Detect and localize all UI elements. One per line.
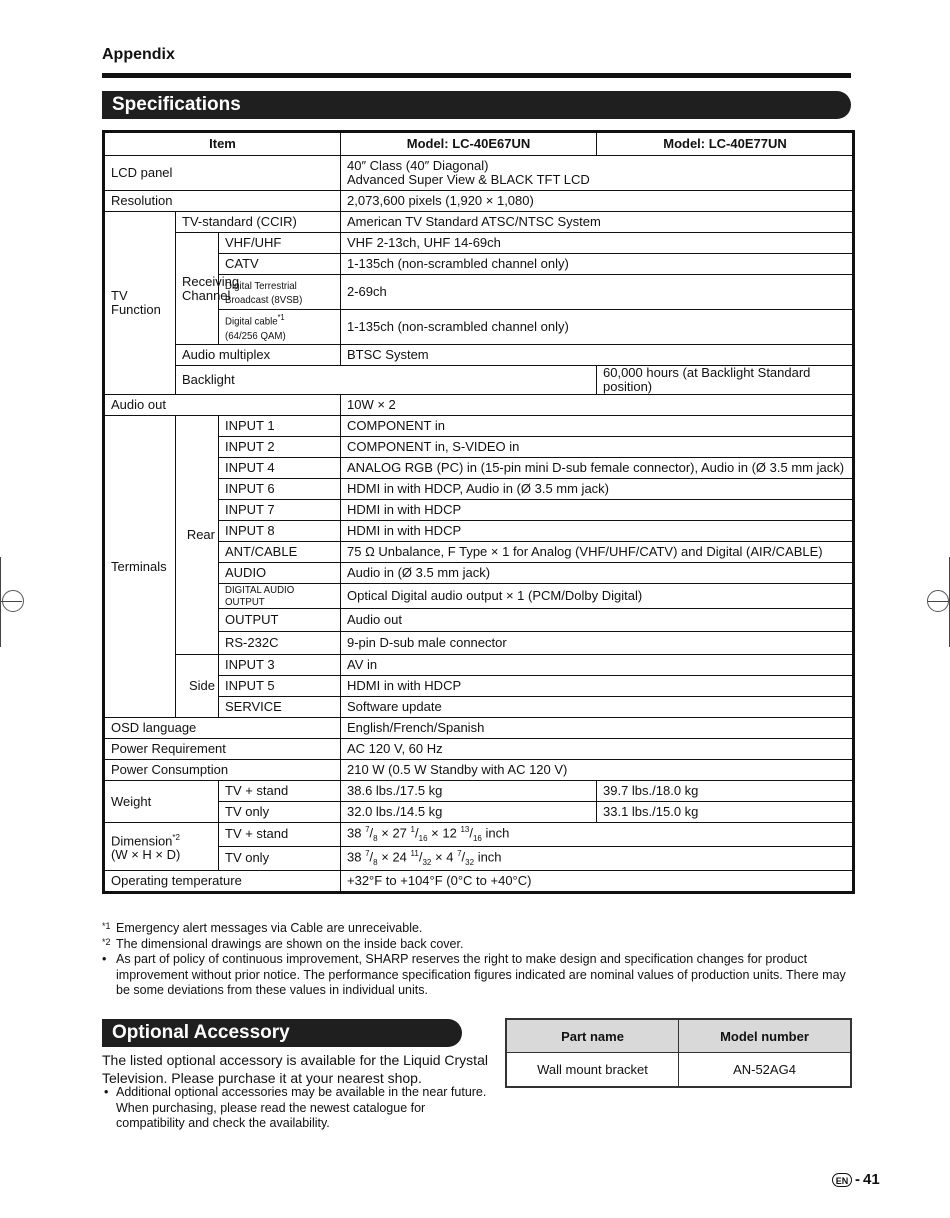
accessory-table <box>505 1018 852 1088</box>
row-value: 2-69ch <box>341 275 854 310</box>
table-row <box>104 870 854 892</box>
row-value: 1-135ch (non-scrambled channel only) <box>341 254 854 275</box>
table-row <box>506 1053 851 1088</box>
row-label: TV only <box>219 846 341 870</box>
row-value: ANALOG RGB (PC) in (15-pin mini D-sub female connector), Audio in (Ø 3.5 mm jack) <box>341 458 854 479</box>
table-row <box>104 366 854 395</box>
row-value: 75 Ω Unbalance, F Type × 1 for Analog (VHF/UHF/CATV) and Digital (AIR/CABLE) <box>341 542 854 563</box>
rear-label: Rear <box>176 416 219 655</box>
weight-label: Weight <box>104 781 219 823</box>
bullet-icon: • <box>104 1085 109 1099</box>
row-label: Power Requirement <box>104 739 341 760</box>
row-value: 10W × 2 <box>341 395 854 416</box>
row-value: HDMI in with HDCP <box>341 676 854 697</box>
column-header-model-number: Model number <box>679 1019 852 1053</box>
tv-function-label: TV Function <box>104 212 176 395</box>
row-value: COMPONENT in, S-VIDEO in <box>341 437 854 458</box>
row-label: INPUT 7 <box>219 500 341 521</box>
row-value: Software update <box>341 697 854 718</box>
header-rule <box>102 73 851 78</box>
footnotes <box>102 921 862 999</box>
row-label: CATV <box>219 254 341 275</box>
accessory-intro: The listed optional accessory is available for the Liquid Crystal Television. Please purchase it at your nearest shop. <box>102 1052 488 1086</box>
crop-mark <box>0 557 1 647</box>
row-label: OSD language <box>104 718 341 739</box>
specifications-title: Specifications <box>112 94 241 115</box>
row-value: American TV Standard ATSC/NTSC System <box>341 212 854 233</box>
row-label: INPUT 8 <box>219 521 341 542</box>
part-name-cell: Wall mount bracket <box>506 1053 679 1088</box>
row-value-model2: 39.7 lbs./18.0 kg <box>597 781 854 802</box>
page-number-separator: - <box>855 1171 860 1188</box>
row-label: Digital cable$^{*1}$ (64/256 QAM) <box>219 310 341 345</box>
column-header-part-name: Part name <box>506 1019 679 1053</box>
row-label: SERVICE <box>219 697 341 718</box>
row-value: COMPONENT in <box>341 416 854 437</box>
row-value: HDMI in with HDCP <box>341 500 854 521</box>
row-value: Audio out <box>341 609 854 632</box>
row-label: Digital Terrestrial Broadcast (8VSB) <box>219 275 341 310</box>
row-label: Audio multiplex <box>176 345 341 366</box>
row-value: 1-135ch (non-scrambled channel only) <box>341 310 854 345</box>
table-header-row <box>104 132 854 156</box>
row-label: ANT/CABLE <box>219 542 341 563</box>
table-row <box>104 655 854 676</box>
terminals-label: Terminals <box>104 416 176 718</box>
accessory-note: • Additional optional accessories may be available in the near future. When purchasing, please read the newest catalogue for compatibility and check the availability. <box>104 1085 487 1130</box>
table-row <box>104 191 854 212</box>
row-label: Backlight <box>176 366 597 395</box>
row-value: 40″ Class (40″ Diagonal) Advanced Super View & BLACK TFT LCD <box>341 156 854 191</box>
table-row <box>104 739 854 760</box>
row-value: BTSC System <box>341 345 854 366</box>
section-label: Appendix <box>102 46 175 63</box>
row-value: 60,000 hours (at Backlight Standard position) <box>597 366 854 395</box>
row-label: INPUT 5 <box>219 676 341 697</box>
dimension-label: Dimension$^{*2}$ (W × H × D) <box>104 823 219 871</box>
specifications-banner <box>102 91 851 119</box>
row-label: Audio out <box>104 395 341 416</box>
row-value-model1: 38.6 lbs./17.5 kg <box>341 781 597 802</box>
row-label: INPUT 3 <box>219 655 341 676</box>
row-label: INPUT 1 <box>219 416 341 437</box>
column-header-item: Item <box>104 132 341 156</box>
column-header-model2: Model: LC-40E77UN <box>597 132 854 156</box>
row-value: 9-pin D-sub male connector <box>341 632 854 655</box>
row-value: 38 $^7/_8 \times 24$ $^{11}/_{32} \times 4$ $^7/_{32}$ inch <box>341 846 854 870</box>
optional-accessory-banner <box>102 1019 462 1047</box>
row-value: AV in <box>341 655 854 676</box>
footnote-2: *2 The dimensional drawings are shown on the inside back cover. <box>102 936 464 951</box>
row-label: TV + stand <box>219 781 341 802</box>
table-row <box>104 781 854 802</box>
row-label: TV only <box>219 802 341 823</box>
receiving-channel-label: Receiving Channel <box>176 233 219 345</box>
row-value: HDMI in with HDCP, Audio in (Ø 3.5 mm jack) <box>341 479 854 500</box>
column-header-model1: Model: LC-40E67UN <box>341 132 597 156</box>
row-label: OUTPUT <box>219 609 341 632</box>
registration-mark <box>2 590 24 612</box>
footnote-policy: • As part of policy of continuous improvement, SHARP reserves the right to make design and specification changes for product improvement without prior notice. The performance specification figures indicated are nominal values of production units. There may be some deviations from these values in individual units. <box>102 952 846 997</box>
row-label: RS-232C <box>219 632 341 655</box>
row-value: AC 120 V, 60 Hz <box>341 739 854 760</box>
table-row <box>104 233 854 254</box>
side-label: Side <box>176 655 219 718</box>
language-badge-icon: EN <box>832 1173 852 1187</box>
table-row <box>104 416 854 437</box>
row-label: TV-standard (CCIR) <box>176 212 341 233</box>
row-value: 210 W (0.5 W Standby with AC 120 V) <box>341 760 854 781</box>
row-label: TV + stand <box>219 823 341 847</box>
row-value: 2,073,600 pixels (1,920 × 1,080) <box>341 191 854 212</box>
table-row <box>104 823 854 847</box>
row-label: Resolution <box>104 191 341 212</box>
row-label: Power Consumption <box>104 760 341 781</box>
row-label: INPUT 6 <box>219 479 341 500</box>
row-value: 38 $^7/_8 \times 27$ $^1/_{16} \times 12$ $^{13}/_{16}$ inch <box>341 823 854 847</box>
table-row <box>104 718 854 739</box>
optional-accessory-title: Optional Accessory <box>112 1022 290 1043</box>
row-value: Audio in (Ø 3.5 mm jack) <box>341 563 854 584</box>
row-label: AUDIO <box>219 563 341 584</box>
row-value: English/French/Spanish <box>341 718 854 739</box>
row-label: Operating temperature <box>104 870 341 892</box>
table-row <box>104 156 854 191</box>
specifications-table <box>102 130 855 894</box>
row-value: HDMI in with HDCP <box>341 521 854 542</box>
row-value: +32°F to +104°F (0°C to +40°C) <box>341 870 854 892</box>
row-value-model2: 33.1 lbs./15.0 kg <box>597 802 854 823</box>
bullet-icon: • <box>102 952 107 966</box>
page-number <box>832 1171 880 1188</box>
table-row <box>104 760 854 781</box>
table-row <box>104 212 854 233</box>
row-label: VHF/UHF <box>219 233 341 254</box>
table-header-row <box>506 1019 851 1053</box>
row-label: INPUT 4 <box>219 458 341 479</box>
row-value-model1: 32.0 lbs./14.5 kg <box>341 802 597 823</box>
row-label: LCD panel <box>104 156 341 191</box>
page-number-value: 41 <box>863 1171 880 1188</box>
row-value: VHF 2-13ch, UHF 14-69ch <box>341 233 854 254</box>
row-label: INPUT 2 <box>219 437 341 458</box>
footnote-1: *1 Emergency alert messages via Cable are unreceivable. <box>102 921 423 935</box>
row-value: Optical Digital audio output × 1 (PCM/Dolby Digital) <box>341 584 854 609</box>
row-label: DIGITAL AUDIO OUTPUT <box>219 584 341 609</box>
table-row <box>104 345 854 366</box>
model-number-cell: AN-52AG4 <box>679 1053 852 1088</box>
table-row <box>104 395 854 416</box>
registration-mark <box>927 590 949 612</box>
